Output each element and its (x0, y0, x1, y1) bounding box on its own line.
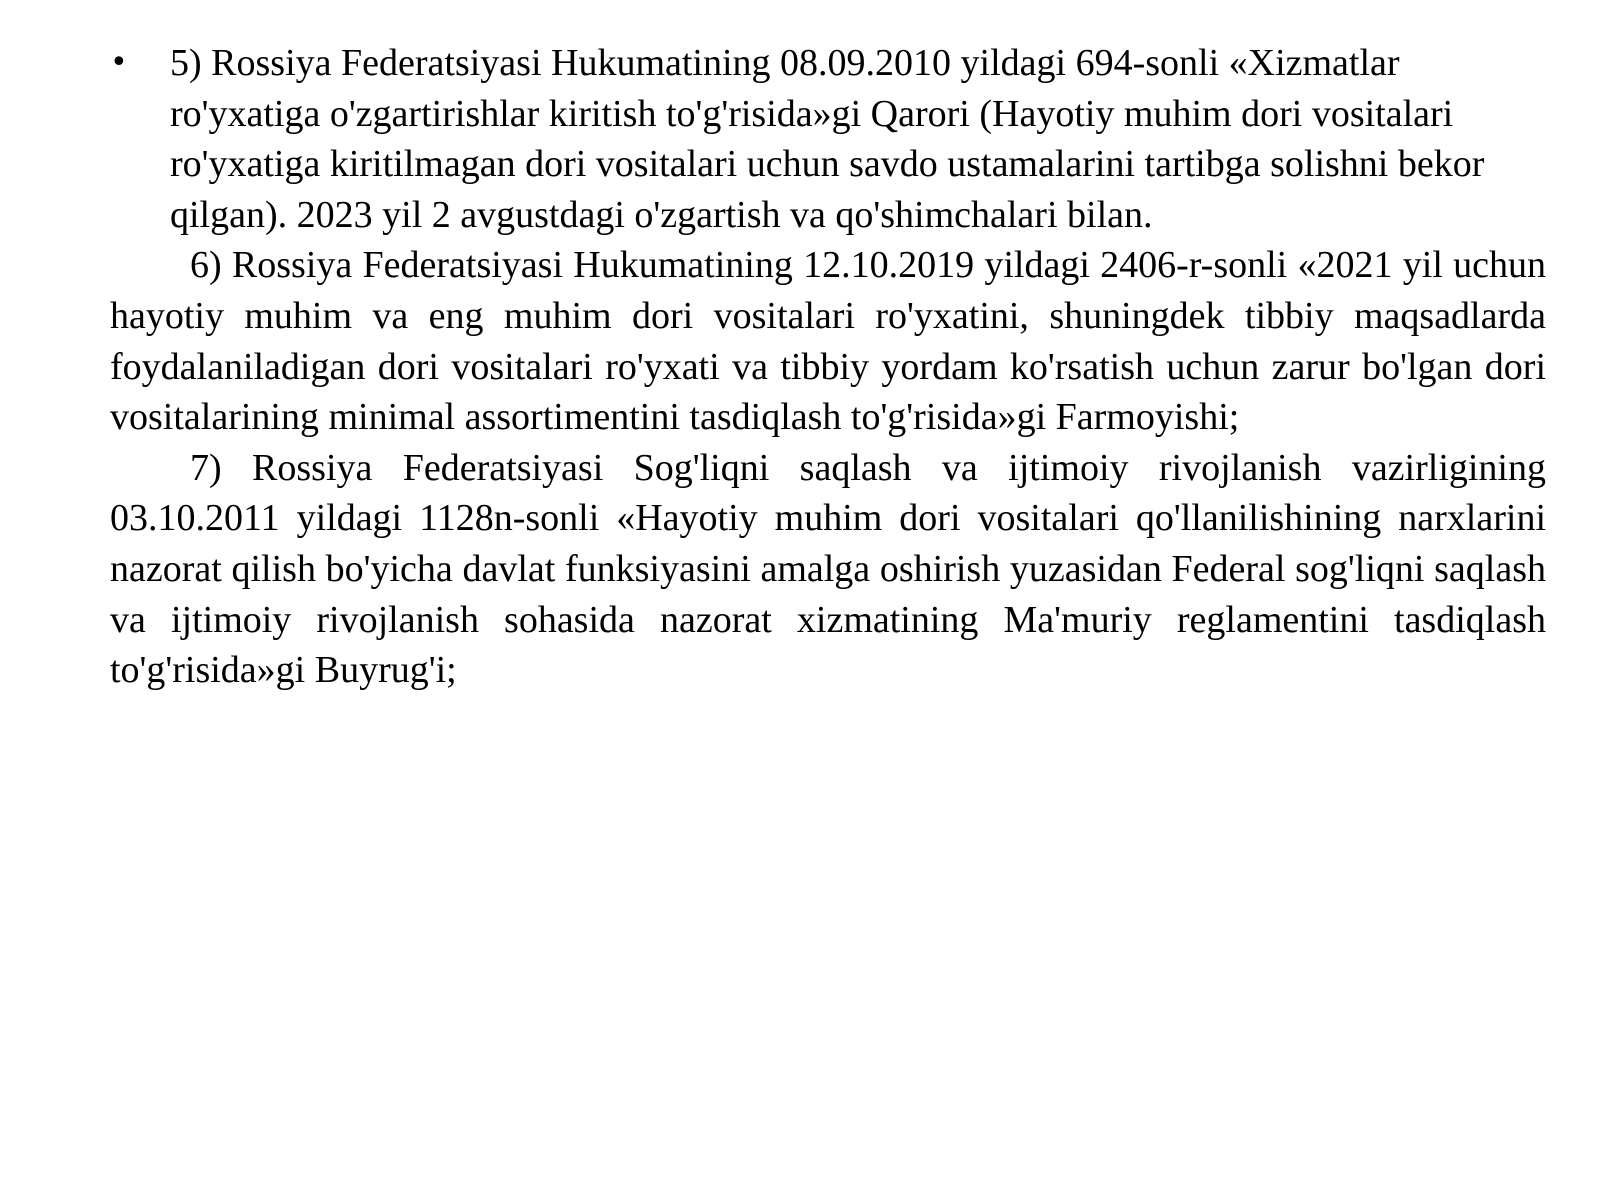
slide-content (110, 38, 1546, 696)
item-5-text: 5) Rossiya Federatsiyasi Hukumatining 08.09.2010 yildagi 694-sonli «Xizmatlar ro'yxatiga o'zgartirishlar kiritish to'g'risida»gi Qarori (Hayotiy muhim dori vositalari ro'yxatiga kiritilmagan dori vositalari uchun savdo ustamalarini tartibga solishni bekor qilgan). 2023 yil 2 avgustdagi o'zgartish va qo'shimchalari bilan. (170, 42, 1485, 236)
paragraph-item-7: 7) Rossiya Federatsiyasi Sog'liqni saqlash va ijtimoiy rivojlanish vazirligining 03.10.2011 yildagi 1128n-sonli «Hayotiy muhim dori vositalari qo'llanilishining narxlarini nazorat qilish bo'yicha davlat funksiyasini amalga oshirish yuzasidan Federal sog'liqni saqlash va ijtimoiy rivojlanish sohasida nazorat xizmatining Ma'muriy reglamentini tasdiqlash to'g'risida»gi Buyrug'i; (110, 446, 1546, 692)
bullet-icon: • (110, 45, 128, 80)
bullet-item-5 (110, 38, 1546, 240)
paragraph-item-6: 6) Rossiya Federatsiyasi Hukumatining 12.10.2019 yildagi 2406-r-sonli «2021 yil uchun hayotiy muhim va eng muhim dori vositalari ro'yxatini, shuningdek tibbiy maqsadlarda foydalaniladigan dori vositalari ro'yxati va tibbiy yordam ko'rsatish uchun zarur bo'lgan dori vositalarining minimal assortimentini tasdiqlash to'g'risida»gi Farmoyishi; (110, 244, 1546, 439)
